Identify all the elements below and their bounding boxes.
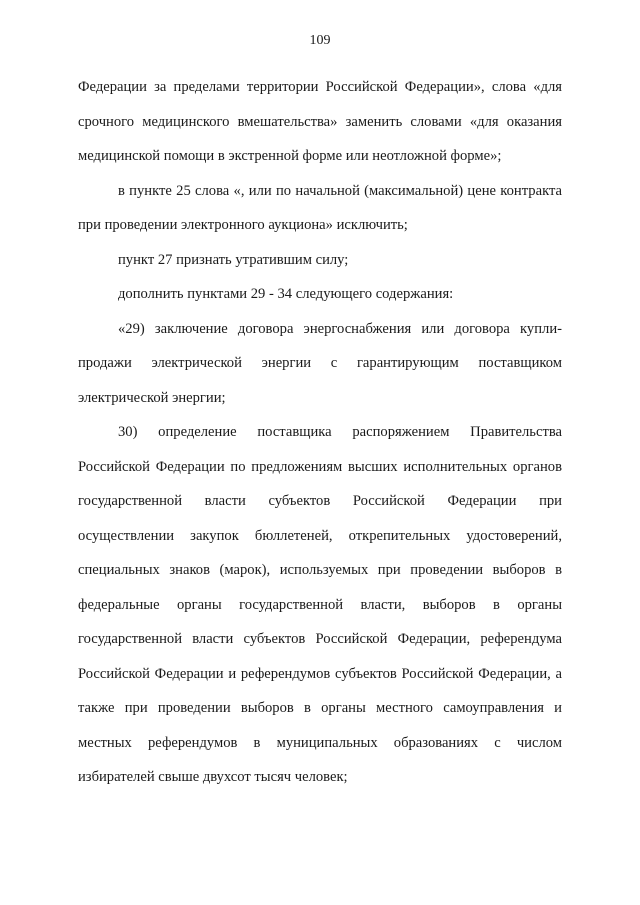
paragraph-6: 30) определение поставщика распоряжением Правительства Российской Федерации по предложениям высших исполнительных органов государственной власти субъектов Российской Федерации при осуществлении закупок бюллетеней, открепительных удостоверений, специальных знаков (марок), используемых при проведении выборов в федеральные органы государственной власти, выборов в органы государственной власти субъектов Российской Федерации, референдума Российской Федерации и референдумов субъектов Российской Федерации, а также при проведении выборов в органы местного самоуправления и местных референдумов в муниципальных образованиях с числом избирателей свыше двухсот тысяч человек; [78, 424, 562, 785]
paragraph-2: в пункте 25 слова «, или по начальной (максимальной) цене контракта при проведении электронного аукциона» исключить; [78, 182, 562, 233]
page-number: 109 [309, 33, 331, 48]
paragraph-1: Федерации за пределами территории Российской Федерации», слова «для срочного медицинского вмешательства» заменить словами «для оказания медицинской помощи в экстренной форме или неотложной форме»; [78, 79, 562, 164]
paragraph-5: «29) заключение договора энергоснабжения или договора купли-продажи электрической энергии с гарантирующим поставщиком электрической энергии; [78, 320, 562, 406]
document-body [78, 70, 562, 795]
paragraph-4: дополнить пунктами 29 - 34 следующего содержания: [118, 286, 454, 302]
paragraph-3: пункт 27 признать утратившим силу; [118, 251, 349, 268]
